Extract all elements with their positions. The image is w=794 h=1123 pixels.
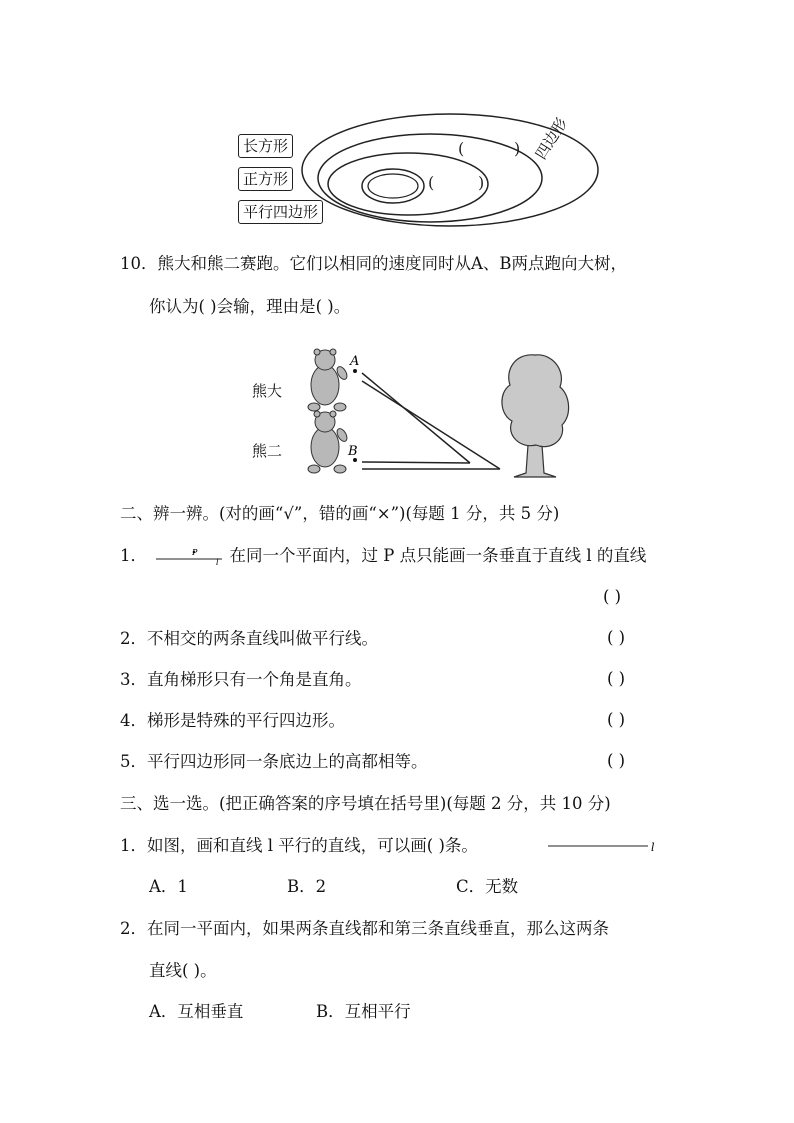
s2-item-2 [120, 628, 378, 650]
line-l-figure [548, 838, 660, 854]
svg-text:(: ( [428, 173, 435, 192]
q10-line1 [120, 253, 627, 275]
svg-text:l: l [216, 557, 219, 566]
tree-icon [502, 355, 569, 477]
s2-item-5-number: 5． [120, 752, 147, 771]
s2-item-4-answer[interactable]: ( ) [607, 710, 626, 729]
quadrilateral-label: 四边形 [531, 114, 571, 163]
s2-item-4 [120, 710, 345, 732]
point-a-label: A [350, 354, 360, 369]
q10-line2: 你认为( )会输，理由是( )。 [149, 297, 351, 316]
race-diagram [300, 345, 570, 480]
s3-q1-number: 1． [120, 836, 147, 855]
s3-q2-line1 [120, 918, 609, 940]
s2-item-2-text: 不相交的两条直线叫做平行线。 [147, 629, 378, 648]
s3-q1-option-b[interactable]: B．2 [287, 877, 327, 896]
svg-text:l: l [651, 841, 655, 854]
s2-item-1-answer[interactable]: ( ) [603, 587, 622, 606]
s2-item-1 [120, 545, 646, 567]
section2-heading: 二、辨一辨。(对的画“√”，错的画“×”)(每题 1 分，共 5 分) [120, 504, 560, 523]
box-parallelogram: 平行四边形 [238, 200, 323, 224]
s2-item-5-text: 平行四边形同一条底边上的高都相等。 [147, 752, 428, 771]
section3-heading: 三、选一选。(把正确答案的序号填在括号里)(每题 2 分，共 10 分) [120, 794, 611, 813]
s2-item-1-text: 在同一个平面内，过 P 点只能画一条垂直于直线 l 的直线 [229, 546, 647, 565]
s3-q2-number: 2． [120, 919, 147, 938]
s2-item-2-number: 2． [120, 629, 147, 648]
s2-item-4-number: 4． [120, 711, 147, 730]
q10-text-1: 熊大和熊二赛跑。它们以相同的速度同时从A、B两点跑向大树， [157, 254, 628, 273]
s2-item-5-answer[interactable]: ( ) [607, 751, 626, 770]
s3-q1-option-c[interactable]: C．无数 [456, 877, 519, 896]
s3-q2-line2: 直线( )。 [149, 961, 217, 980]
point-b-label: B [348, 444, 358, 459]
s2-item-3-number: 3． [120, 670, 147, 689]
box-square: 正方形 [238, 167, 293, 191]
bear-er-label: 熊二 [252, 442, 283, 460]
s2-item-3 [120, 669, 362, 691]
bear-er-icon [308, 411, 349, 473]
s2-item-3-text: 直角梯形只有一个角是直角。 [147, 670, 362, 689]
svg-text:): ) [478, 173, 485, 192]
point-line-figure [152, 548, 224, 566]
s3-q1-option-a[interactable]: A．1 [149, 877, 188, 896]
svg-text:P: P [192, 547, 198, 557]
s3-q1 [120, 835, 478, 857]
s2-item-5 [120, 751, 428, 773]
svg-text:(: ( [458, 139, 465, 158]
s3-q1-text: 如图，画和直线 l 平行的直线，可以画( )条。 [147, 836, 478, 855]
s3-q2-option-b[interactable]: B．互相平行 [316, 1002, 411, 1021]
bear-da-label: 熊大 [252, 382, 283, 400]
s3-q2-option-a[interactable]: A．互相垂直 [149, 1002, 244, 1021]
s2-item-3-answer[interactable]: ( ) [607, 669, 626, 688]
svg-text:): ) [514, 139, 521, 158]
s2-item-4-text: 梯形是特殊的平行四边形。 [147, 711, 345, 730]
s2-item-2-answer[interactable]: ( ) [607, 628, 626, 647]
box-rectangle: 长方形 [238, 134, 293, 158]
q10-number: 10． [120, 254, 158, 273]
s3-q2-text-1: 在同一平面内，如果两条直线都和第三条直线垂直，那么这两条 [147, 919, 609, 938]
bear-da-icon [308, 349, 349, 411]
s2-item-1-number: 1． [120, 546, 147, 565]
